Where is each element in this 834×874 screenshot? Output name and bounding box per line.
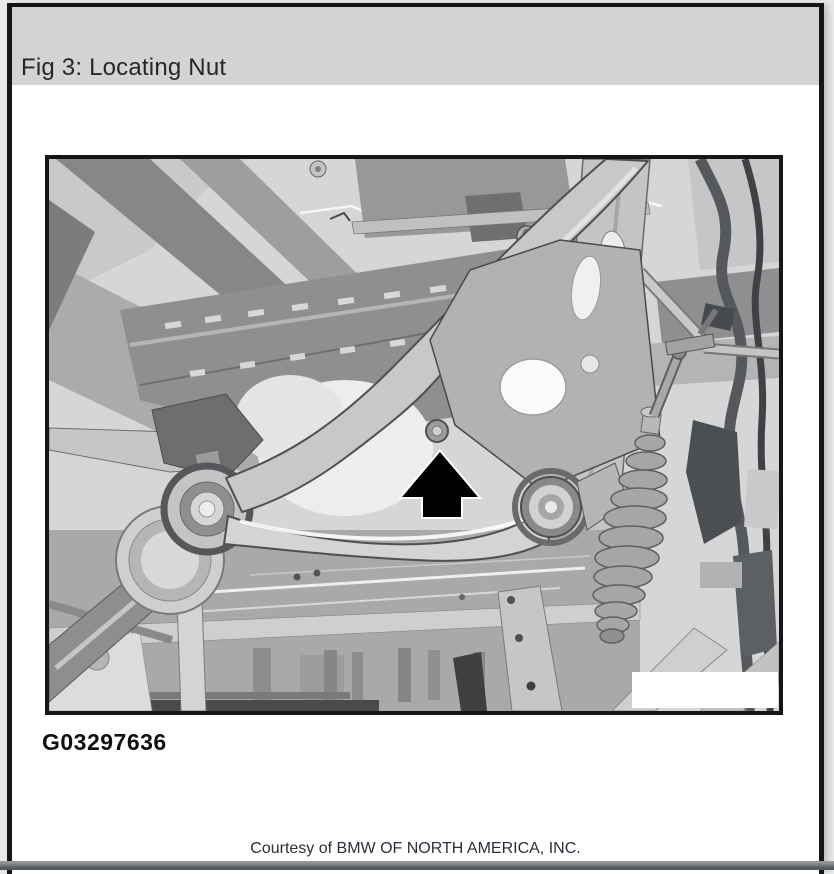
figure-frame: [45, 155, 783, 715]
courtesy-line: Courtesy of BMW OF NORTH AMERICA, INC.: [250, 840, 581, 857]
locating-nut: [426, 420, 448, 442]
figure-title: Fig 3: Locating Nut: [21, 54, 227, 81]
front-bushing-cup: [515, 471, 587, 543]
figure-header: [12, 7, 819, 85]
window-bottom-bar: [0, 861, 834, 870]
blank-label-box: [632, 672, 778, 708]
document-page: [7, 3, 824, 874]
suspension-illustration: [49, 159, 779, 711]
image-id-label: G03297636: [42, 729, 167, 755]
